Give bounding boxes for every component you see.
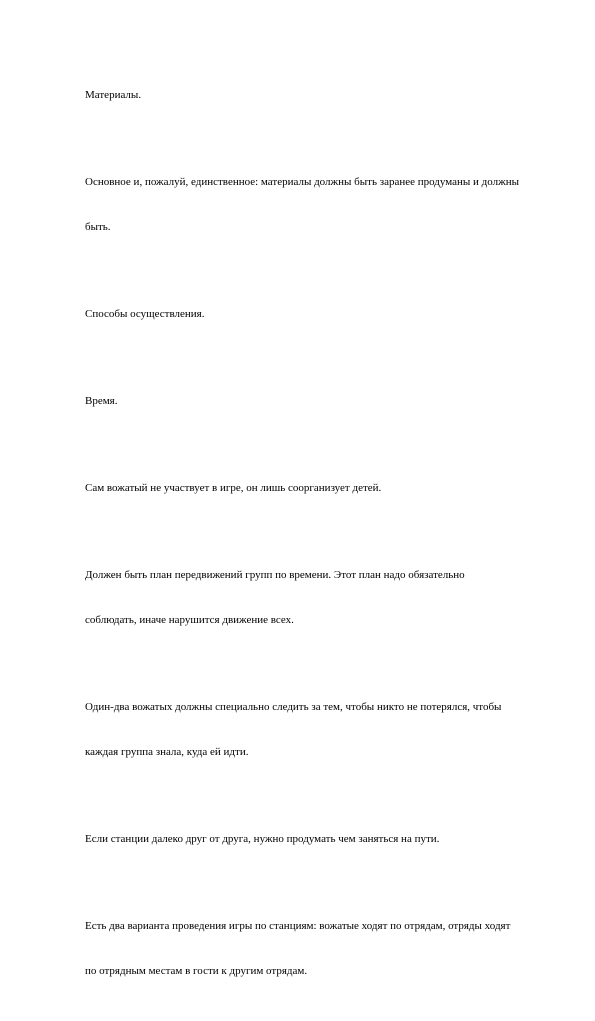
paragraph-movement-plan — [85, 538, 555, 658]
paragraph-materials-heading — [85, 58, 555, 133]
text-line: Материалы. — [85, 89, 142, 101]
paragraph-methods-heading — [85, 277, 555, 352]
text-line: Должен быть план передвижений групп по времени. Этот план надо обязательно — [85, 569, 465, 581]
text-line: Время. — [85, 395, 118, 407]
text-line: быть. — [85, 221, 111, 233]
text-line: Один-два вожатых должны специально следить за тем, чтобы никто не потерялся, чтобы — [85, 701, 502, 713]
paragraph-supervision — [85, 670, 555, 790]
text-line: Основное и, пожалуй, единственное: материалы должны быть заранее продуманы и должны — [85, 176, 520, 188]
text-line: Есть два варианта проведения игры по станциям: вожатые ходят по отрядам, отряды ходят — [85, 920, 511, 932]
text-line: каждая группа знала, куда ей идти. — [85, 746, 249, 758]
paragraph-time-heading — [85, 364, 555, 439]
text-line: Если станции далеко друг от друга, нужно продумать чем заняться на пути. — [85, 833, 440, 845]
paragraph-materials-text — [85, 145, 555, 265]
paragraph-game-variants — [85, 889, 555, 1009]
document-body — [85, 58, 555, 1021]
text-line: соблюдать, иначе нарушится движение всех. — [85, 614, 294, 626]
paragraph-station-distance — [85, 802, 555, 877]
text-line: по отрядным местам в гости к другим отрядам. — [85, 965, 308, 977]
text-line: Сам вожатый не участвует в игре, он лишь соорганизует детей. — [85, 482, 382, 494]
paragraph-counselor-role — [85, 451, 555, 526]
text-line: Способы осуществления. — [85, 308, 205, 320]
